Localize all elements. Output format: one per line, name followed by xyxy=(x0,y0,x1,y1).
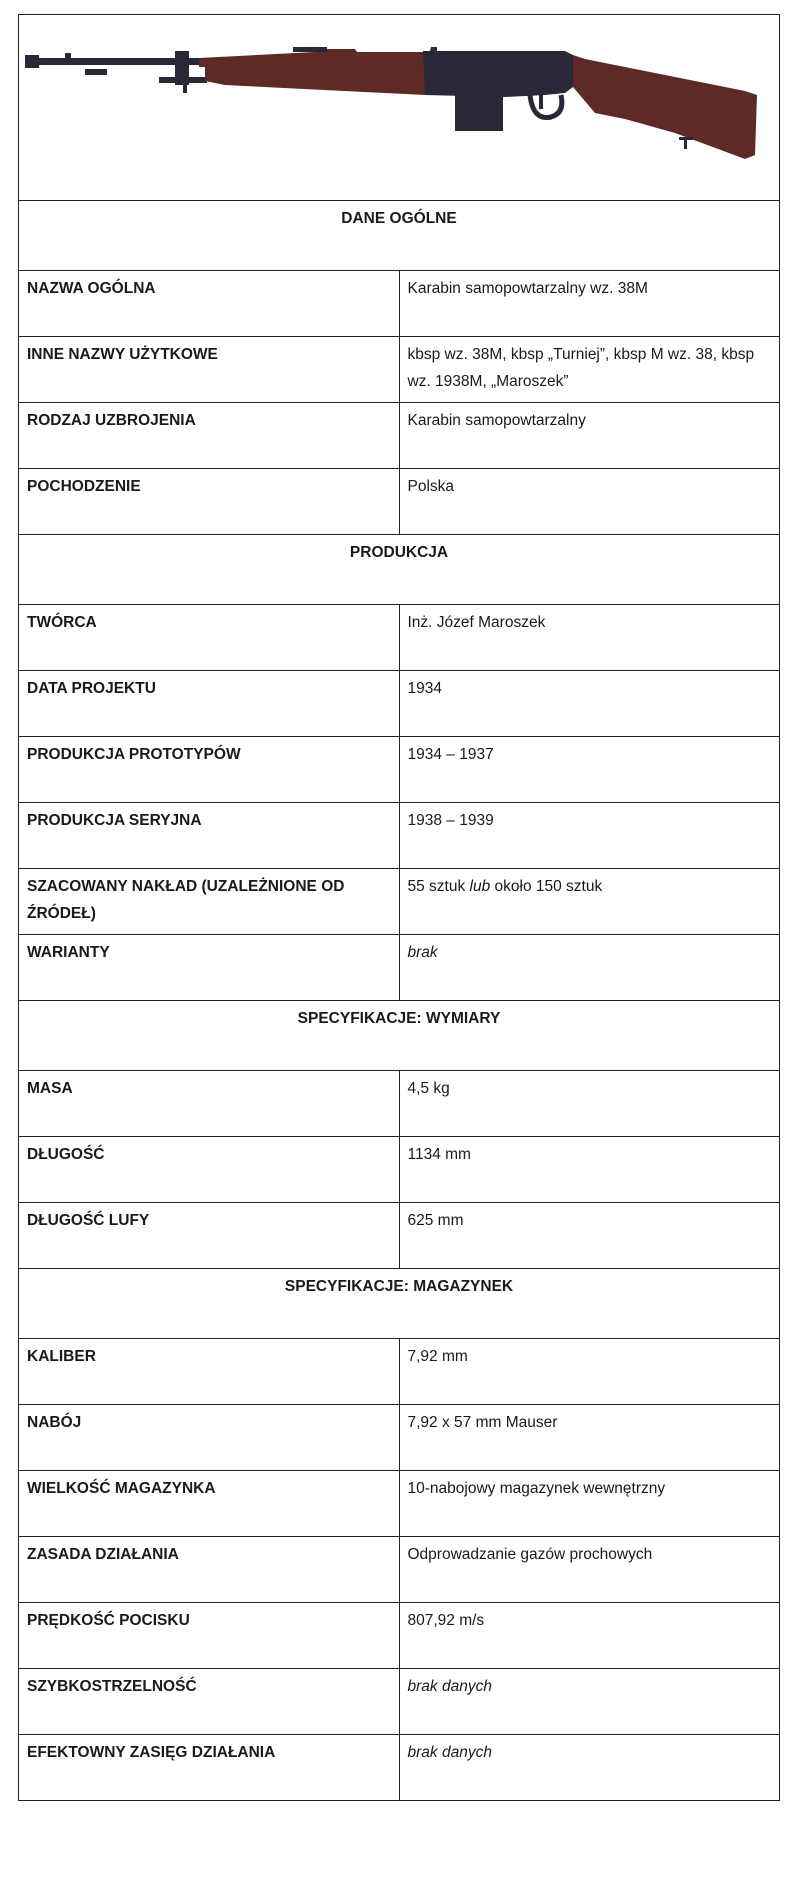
table-row xyxy=(19,1339,780,1405)
table-row xyxy=(19,1071,780,1137)
table-row xyxy=(19,1669,780,1735)
row-label: EFEKTOWNY ZASIĘG DZIAŁANIA xyxy=(19,1735,400,1801)
table-row xyxy=(19,1537,780,1603)
table-row xyxy=(19,737,780,803)
rifle-image-cell xyxy=(19,15,780,201)
table-row xyxy=(19,1603,780,1669)
row-value: Odprowadzanie gazów prochowych xyxy=(399,1537,780,1603)
row-value: 625 mm xyxy=(399,1203,780,1269)
row-value: Karabin samopowtarzalny xyxy=(399,403,780,469)
row-label: NAZWA OGÓLNA xyxy=(19,271,400,337)
section-header: DANE OGÓLNE xyxy=(19,201,780,271)
row-label: SZYBKOSTRZELNOŚĆ xyxy=(19,1669,400,1735)
section-header: SPECYFIKACJE: WYMIARY xyxy=(19,1001,780,1071)
section-row xyxy=(19,1269,780,1339)
row-value: 10-nabojowy magazynek wewnętrzny xyxy=(399,1471,780,1537)
table-row xyxy=(19,671,780,737)
row-value-part: około 150 sztuk xyxy=(490,878,603,895)
table-row xyxy=(19,469,780,535)
row-label: DŁUGOŚĆ LUFY xyxy=(19,1203,400,1269)
row-value: 807,92 m/s xyxy=(399,1603,780,1669)
table-row xyxy=(19,403,780,469)
table-row xyxy=(19,1203,780,1269)
row-value: 7,92 mm xyxy=(399,1339,780,1405)
spec-table xyxy=(18,14,780,1801)
row-value: brak danych xyxy=(399,1669,780,1735)
table-row xyxy=(19,337,780,403)
row-label: RODZAJ UZBROJENIA xyxy=(19,403,400,469)
section-header: SPECYFIKACJE: MAGAZYNEK xyxy=(19,1269,780,1339)
row-value-part: lub xyxy=(469,878,491,895)
row-label: POCHODZENIE xyxy=(19,469,400,535)
row-value: brak danych xyxy=(399,1735,780,1801)
row-value: 1934 – 1937 xyxy=(399,737,780,803)
row-label: PRĘDKOŚĆ POCISKU xyxy=(19,1603,400,1669)
weapon-spec-document xyxy=(18,14,780,1801)
table-row xyxy=(19,605,780,671)
row-label: SZACOWANY NAKŁAD (UZALEŻNIONE OD ŹRÓDEŁ) xyxy=(19,869,400,935)
row-value-part: 55 sztuk xyxy=(407,878,470,895)
row-label: KALIBER xyxy=(19,1339,400,1405)
row-label: PRODUKCJA PROTOTYPÓW xyxy=(19,737,400,803)
row-label: MASA xyxy=(19,1071,400,1137)
rifle-silhouette-icon xyxy=(25,29,775,179)
spec-rows xyxy=(19,201,780,1801)
row-value: Karabin samopowtarzalny wz. 38M xyxy=(399,271,780,337)
section-row xyxy=(19,535,780,605)
row-label: INNE NAZWY UŻYTKOWE xyxy=(19,337,400,403)
row-value: 1934 xyxy=(399,671,780,737)
row-value xyxy=(399,869,780,935)
row-label: WARIANTY xyxy=(19,935,400,1001)
table-row xyxy=(19,271,780,337)
row-value: 7,92 x 57 mm Mauser xyxy=(399,1405,780,1471)
row-label: DŁUGOŚĆ xyxy=(19,1137,400,1203)
table-row xyxy=(19,1405,780,1471)
table-row xyxy=(19,1735,780,1801)
row-value: Polska xyxy=(399,469,780,535)
row-value: brak xyxy=(399,935,780,1001)
row-value: Inż. Józef Maroszek xyxy=(399,605,780,671)
row-label: PRODUKCJA SERYJNA xyxy=(19,803,400,869)
row-label: TWÓRCA xyxy=(19,605,400,671)
table-row xyxy=(19,803,780,869)
row-label: ZASADA DZIAŁANIA xyxy=(19,1537,400,1603)
table-row xyxy=(19,869,780,935)
section-row xyxy=(19,1001,780,1071)
row-value: kbsp wz. 38M, kbsp „Turniej”, kbsp M wz. 38, kbsp wz. 1938M, „Maroszek” xyxy=(399,337,780,403)
row-label: WIELKOŚĆ MAGAZYNKA xyxy=(19,1471,400,1537)
row-value: 4,5 kg xyxy=(399,1071,780,1137)
section-row xyxy=(19,201,780,271)
image-row xyxy=(19,15,780,201)
table-row xyxy=(19,1137,780,1203)
row-value: 1938 – 1939 xyxy=(399,803,780,869)
row-label: NABÓJ xyxy=(19,1405,400,1471)
table-row xyxy=(19,1471,780,1537)
section-header: PRODUKCJA xyxy=(19,535,780,605)
table-row xyxy=(19,935,780,1001)
row-value: 1134 mm xyxy=(399,1137,780,1203)
row-label: DATA PROJEKTU xyxy=(19,671,400,737)
